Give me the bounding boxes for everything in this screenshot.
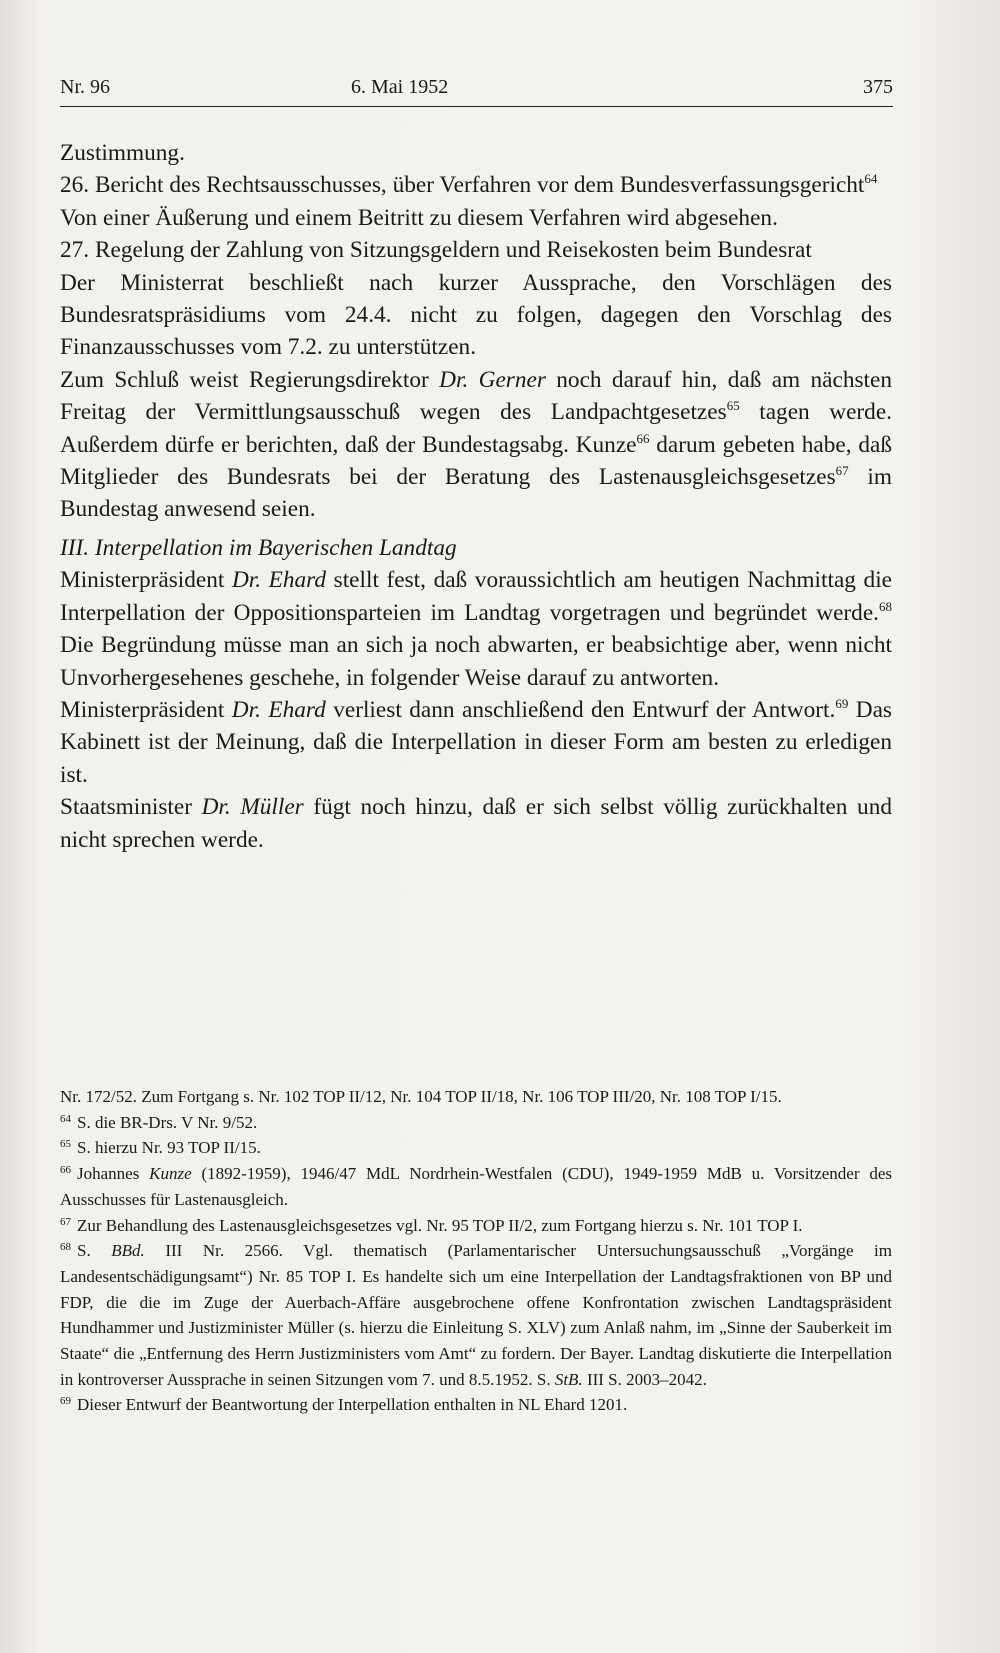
footnotes (60, 1084, 892, 1418)
paragraph-text: tagen werde. Außerdem dürfe er berichten, daß der Bundestagsabg. Kunze (60, 399, 892, 458)
person-name: Dr. Müller (201, 794, 304, 821)
person-name: Kunze (149, 1164, 192, 1184)
footnote-69 (60, 1392, 892, 1418)
footnote-ref[interactable]: 67 (835, 463, 849, 479)
source-abbrev: BBd. (111, 1241, 145, 1261)
footnote-64 (60, 1110, 892, 1136)
footnote-continued (60, 1084, 892, 1110)
paragraph (60, 137, 892, 169)
footnote-text: S. die BR-Drs. V Nr. 9/52. (77, 1112, 258, 1132)
footnote-text: Zur Behandlung des Lastenausgleichsgesetzes vgl. Nr. 95 TOP II/2, zum Fortgang hierzu s. Nr. 101 TOP I. (77, 1215, 803, 1235)
paragraph-text: 27. Regelung der Zahlung von Sitzungsgeldern und Reisekosten beim Bundesrat (60, 237, 812, 264)
footnote-number: 69 (60, 1395, 71, 1408)
footnote-text: Johannes (77, 1164, 150, 1184)
paragraph-text: im Bundestag anwesend seien. (60, 464, 893, 523)
paragraph (60, 364, 892, 526)
running-header (60, 72, 893, 107)
agenda-item-27 (60, 234, 892, 266)
footnote-ref[interactable]: 64 (864, 171, 878, 187)
paragraph-text: Ministerpräsident (60, 567, 232, 594)
paragraph-text: Ministerpräsident (60, 696, 232, 723)
paragraph-text: darum gebeten habe, daß Mitglieder des Bundesrats bei der Beratung des Lastenausgleichsgesetzes (60, 431, 892, 491)
source-abbrev: StB. (554, 1369, 583, 1389)
paragraph-text: Das Kabinett ist der Meinung, daß die Interpellation in dieser Form am besten zu erledigen ist. (60, 696, 892, 788)
paragraph (60, 267, 892, 364)
footnote-ref[interactable]: 65 (726, 398, 740, 414)
person-name: Dr. Gerner (439, 366, 546, 393)
section-heading: III. Interpellation im Bayerischen Landtag (60, 534, 457, 561)
paragraph (60, 564, 892, 694)
footnote-ref[interactable]: 69 (835, 695, 849, 711)
person-name: Dr. Ehard (231, 696, 326, 723)
footnote-text: Dieser Entwurf der Beantwortung der Interpellation enthalten in NL Ehard 1201. (77, 1395, 628, 1415)
footnote-65 (60, 1135, 892, 1161)
page-number: 375 (863, 76, 893, 98)
paragraph-text: Von einer Äußerung und einem Beitritt zu diesem Verfahren wird abgesehen. (60, 204, 778, 231)
footnote-text: III Nr. 2566. Vgl. thematisch (Parlamentarischer Untersuchungsausschuß „Vorgänge im Landesentschädigungsamt“) Nr. 85 TOP I. Es handelte sich um eine Interpellation der Landtagsfraktionen von BP und FDP, die die im Zuge der Auerbach-Affäre ausgebrochene offene Konfrontation zwischen Landtagspräsident Hundhammer und Justizminister Müller (s. hierzu die Einleitung S. XLV) zum Anlaß nahm, im „Sinne der Sauberkeit im Staate“ die „Entfernung des Herrn Justizministers vom Amt“ zu fordern. Der Bayer. Landtag diskutierte die Interpellation in kontroverser Aussprache in seinen Sitzungen vom 7. und 8.5.1952. S. (60, 1241, 892, 1389)
footnote-number: 66 (60, 1164, 71, 1177)
footnote-number: 65 (60, 1138, 71, 1151)
paragraph-text: stellt fest, daß voraussichtlich am heutigen Nachmittag die Interpellation der Oppositionsparteien im Landtag vorgetragen und begründet werde. (60, 567, 893, 626)
footnote-ref[interactable]: 68 (879, 598, 892, 614)
footnote-text: S. (77, 1241, 112, 1261)
paragraph-text: Zustimmung. (60, 140, 185, 166)
footnote-text: Nr. 172/52. Zum Fortgang s. Nr. 102 TOP II/12, Nr. 104 TOP II/18, Nr. 106 TOP III/20, Nr. 108 TOP I/15. (60, 1087, 782, 1106)
paragraph-text: Die Begründung müsse man an sich ja noch abwarten, er beabsichtige aber, wenn nicht Unvorhergesehenes geschehe, in folgender Weise darauf zu antworten. (60, 632, 892, 691)
footnote-number: 67 (60, 1215, 71, 1228)
header-date: 6. Mai 1952 (351, 76, 449, 98)
paragraph-text: 26. Bericht des Rechtsausschusses, über Verfahren vor dem Bundesverfassungsgericht (60, 172, 865, 199)
paragraph-text: fügt noch hinzu, daß er sich selbst völlig zurückhalten und nicht sprechen werde. (60, 794, 892, 853)
footnote-67 (60, 1213, 892, 1239)
footnote-ref[interactable]: 66 (636, 430, 650, 446)
header-issue-number: Nr. 96 (60, 76, 110, 98)
footnote-number: 68 (60, 1241, 71, 1254)
paragraph (60, 694, 892, 791)
paragraph-text: noch darauf hin, daß am nächsten Freitag der Vermittlungsausschuß wegen des Landpachtgesetzes (60, 366, 893, 426)
paragraph-text: verliest dann anschließend den Entwurf der Antwort. (325, 696, 836, 723)
footnote-68 (60, 1238, 892, 1392)
footnote-text: S. hierzu Nr. 93 TOP II/15. (77, 1138, 261, 1158)
paragraph (60, 791, 892, 856)
agenda-item-26 (60, 169, 892, 201)
footnote-66 (60, 1161, 892, 1212)
paragraph-text: Staatsminister (60, 794, 202, 821)
paragraph-text: Zum Schluß weist Regierungsdirektor (60, 366, 440, 393)
paragraph-text: Der Ministerrat beschließt nach kurzer Aussprache, den Vorschlägen des Bundesratspräsidiums vom 24.4. nicht zu folgen, dagegen den Vorschlag des Finanzausschusses vom 7.2. zu unterstützen. (60, 269, 892, 361)
paragraph (60, 202, 892, 234)
main-text (60, 137, 892, 856)
footnote-text: (1892-1959), 1946/47 MdL Nordrhein-Westfalen (CDU), 1949-1959 MdB u. Vorsitzender des Ausschusses für Lastenausgleich. (60, 1164, 892, 1209)
footnote-text: III S. 2003–2042. (582, 1369, 707, 1389)
footnote-number: 64 (60, 1112, 71, 1125)
person-name: Dr. Ehard (231, 567, 327, 594)
